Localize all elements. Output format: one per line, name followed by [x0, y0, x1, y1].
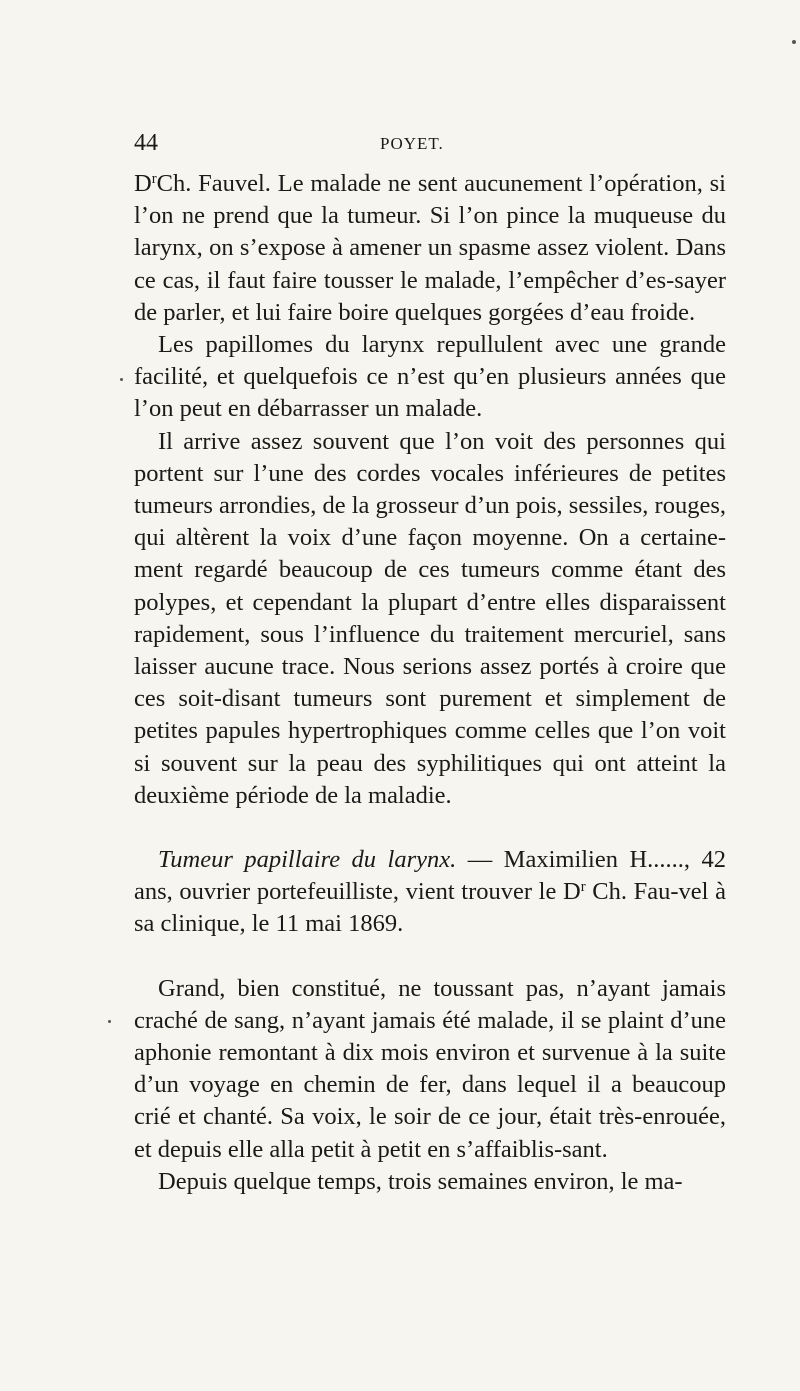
paragraph-2 — [134, 329, 726, 426]
paragraph-3 — [134, 426, 726, 812]
page-header — [134, 128, 726, 158]
paragraph-text: Grand, bien constitué, ne toussant pas, n’ayant jamais craché de sang, n’ayant jamais été malade, il se plaint d’une aphonie remontant à dix mois environ et survenue à la suite d’un voyage en chemin de fer, dans lequel il a beaucoup crié et chanté. Sa voix, le soir de ce jour, était très-enrouée, et depuis elle alla petit à petit en s’affaiblis-sant. — [134, 974, 726, 1163]
title-abbreviation-text: $D^r$ — [134, 170, 157, 197]
page-speck — [792, 40, 796, 44]
title-abbreviation — [134, 170, 157, 197]
paragraph-text: Depuis quelque temps, trois semaines environ, le ma- — [158, 1167, 683, 1195]
paragraph-text: — Maximilien H......, 42 ans, ouvrier portefeuilliste, vient trouver le — [134, 846, 726, 906]
paragraph-text: Ch. Fau-vel à sa clinique, le 11 mai 1869. — [134, 878, 726, 938]
page-number: 44 — [134, 130, 158, 156]
case-heading: Tumeur papillaire du larynx. — [158, 846, 457, 874]
page-speck — [108, 1020, 111, 1023]
paragraph-5 — [134, 973, 726, 1166]
paragraph-text: Les papillomes du larynx repullulent avec une grande facilité, et quelquefois ce n’est qu’en plusieurs années que l’on peut en débarrasser un malade. — [134, 331, 726, 423]
paragraph-text: Ch. Fauvel. Le malade ne sent aucunement l’opération, si l’on ne prend que la tumeur. Si l’on pince la muqueuse du larynx, on s’expose à amener un spasme assez violent. Dans ce cas, il faut faire tousser le malade, l’empêcher d’es-sayer de parler, et lui faire boire quelques gorgées d’eau froide. — [134, 170, 726, 326]
paragraph-text: Il arrive assez souvent que l’on voit des personnes qui portent sur l’une des cordes vocales inférieures de petites tumeurs arrondies, de la grosseur d’un pois, sessiles, rouges, qui altèrent la voix d’une façon moyenne. On a certaine-ment regardé beaucoup de ces tumeurs comme étant des polypes, et cependant la plupart d’entre elles disparaissent rapidement, sous l’influence du traitement mercuriel, sans laisser aucune trace. Nous serions assez portés à croire que ces soit-disant tumeurs sont purement et simplement de petites papules hypertrophiques comme celles que l’on voit si souvent sur la peau des syphilitiques qui ont atteint la deuxième période de la maladie. — [134, 427, 726, 809]
paragraph-1 — [134, 168, 726, 329]
page-speck — [120, 378, 123, 381]
running-head: POYET. — [380, 134, 444, 153]
paragraph-6 — [134, 1166, 726, 1198]
paragraph-4 — [134, 844, 726, 941]
body-text — [134, 168, 726, 1198]
title-abbreviation-text-2: $D^r$ — [563, 878, 586, 906]
